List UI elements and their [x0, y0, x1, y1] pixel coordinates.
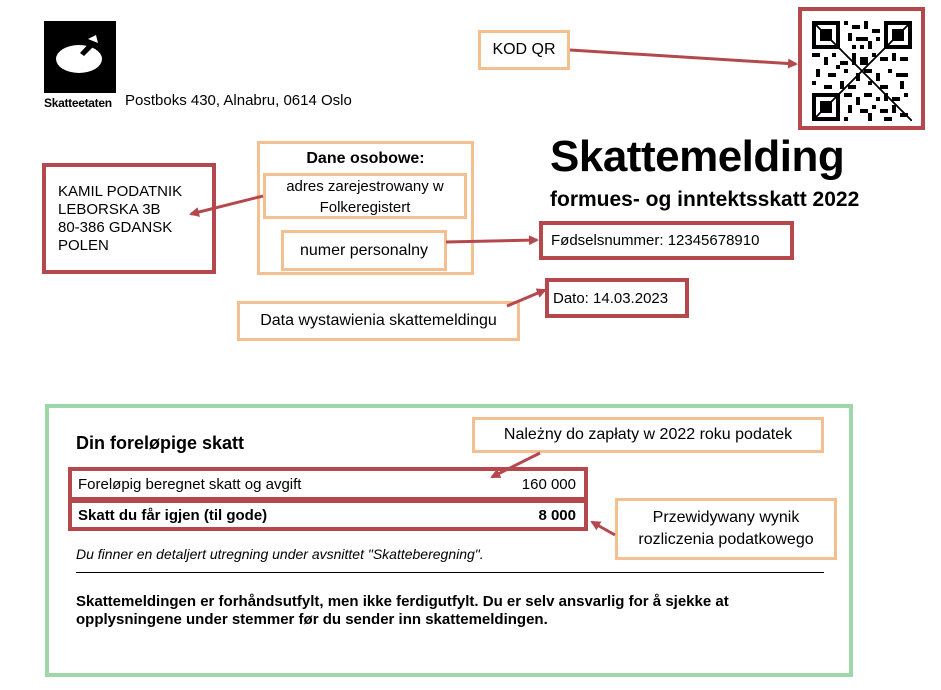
estimated-tax-value: 160 000: [521, 475, 576, 493]
recipient-line: POLEN: [58, 237, 109, 254]
issue-date-annotation: Data wystawienia skattemeldingu: [237, 301, 520, 341]
birth-number-field: Fødselsnummer: 12345678910: [539, 221, 794, 260]
personal-number-annotation: numer personalny: [281, 230, 447, 271]
tax-due-annotation: Należny do zapłaty w 2022 roku podatek: [472, 417, 824, 453]
refund-value: 8 000: [538, 506, 576, 524]
document-subtitle: formues- og inntektsskatt 2022: [550, 188, 860, 211]
refund-label: Skatt du får igjen (til gode): [78, 506, 268, 524]
arrow-qr: [570, 50, 796, 64]
arrow-address: [191, 196, 263, 214]
arrow-result: [592, 522, 615, 535]
calculation-note: Du finner en detaljert utregning under avsnittet "Skatteberegning".: [76, 546, 484, 562]
address-annotation: adres zarejestrowany w Folkeregistert: [263, 173, 467, 219]
summary-heading: Din foreløpige skatt: [76, 433, 245, 453]
recipient-line: 80-386 GDANSK: [58, 219, 173, 236]
recipient-line: LEBORSKA 3B: [58, 201, 161, 218]
arrow-personal-number: [446, 240, 537, 242]
recipient-line: KAMIL PODATNIK: [58, 183, 183, 200]
kod-qr-annotation: KOD QR: [478, 30, 570, 70]
personal-data-title: Dane osobowe:: [306, 150, 425, 167]
document-title: Skattemelding: [550, 132, 845, 181]
date-field: Dato: 14.03.2023: [545, 278, 689, 318]
sender-address: Postboks 430, Alnabru, 0614 Oslo: [125, 92, 352, 109]
arrow-tax-due: [492, 453, 540, 477]
disclaimer-text: Skattemeldingen er forhåndsutfylt, men ikke ferdigutfylt. Du er selv ansvarlig for å sjekke at opplysningene under stemmer før du sender inn skattemeldingen.: [76, 593, 729, 628]
estimated-tax-label: Foreløpig beregnet skatt og avgift: [78, 475, 302, 493]
expected-result-annotation: Przewidywany wynik rozliczenia podatkowego: [615, 498, 837, 560]
arrow-date: [507, 290, 545, 306]
logo-text: Skatteetaten: [44, 96, 112, 110]
